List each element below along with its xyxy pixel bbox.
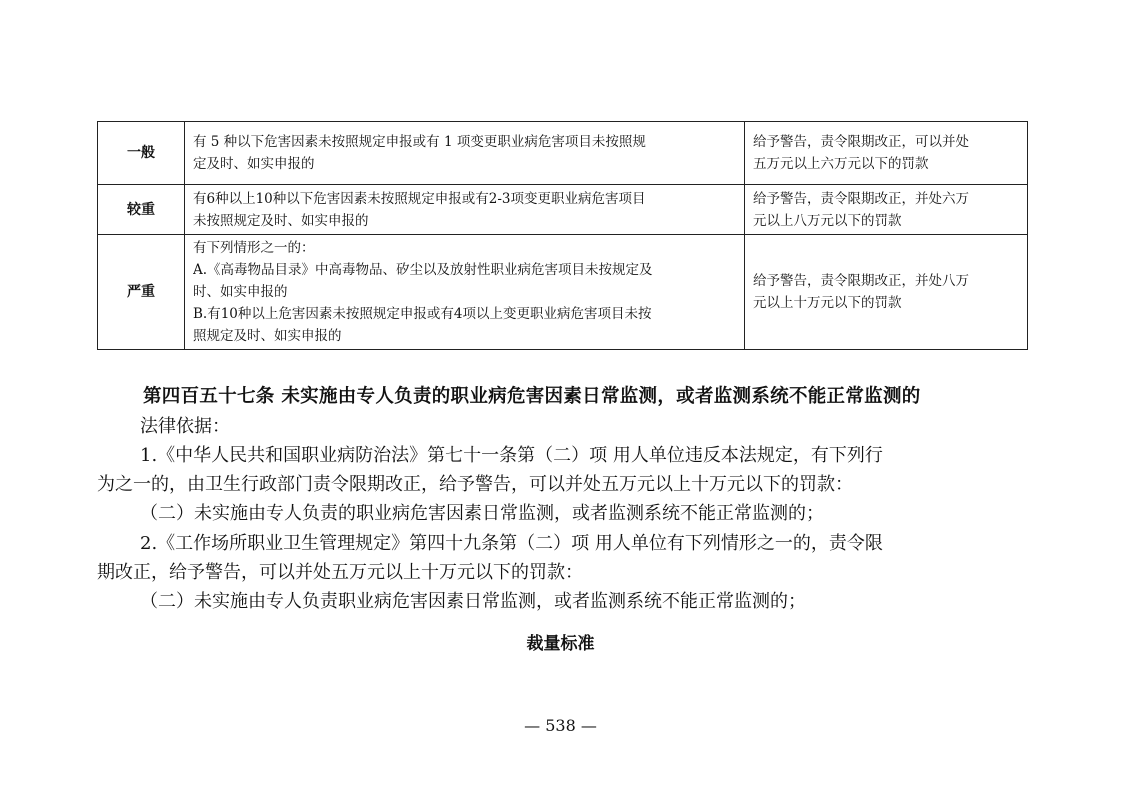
severity-level-cell: 严重 bbox=[98, 235, 185, 350]
penalty-line: 给予警告，责令限期改正，并处六万 bbox=[753, 190, 969, 207]
violation-condition-cell bbox=[185, 122, 745, 185]
condition-line: 定及时、如实申报的 bbox=[193, 156, 315, 172]
clause-2-line-2: 期改正，给予警告，可以并处五万元以上十万元以下的罚款： bbox=[97, 562, 583, 583]
condition-line: 有 5 种以下危害因素未按照规定申报或有 1 项变更职业病危害项目未按照规 bbox=[193, 134, 646, 150]
condition-line: 有下列情形之一的： bbox=[193, 240, 315, 256]
penalty-line: 元以上十万元以下的罚款 bbox=[753, 295, 902, 311]
condition-line: 时、如实申报的 bbox=[193, 284, 288, 300]
violation-condition-cell bbox=[185, 235, 745, 350]
article-title: 第四百五十七条 未实施由专人负责的职业病危害因素日常监测，或者监测系统不能正常监测的 bbox=[143, 386, 921, 407]
legal-basis-label: 法律依据： bbox=[140, 416, 230, 437]
penalty-cell bbox=[745, 185, 1028, 235]
severity-level-cell: 较重 bbox=[98, 185, 185, 235]
table-row-serious bbox=[98, 185, 1028, 235]
condition-line: A.《高毒物品目录》中高毒物品、矽尘以及放射性职业病危害项目未按规定及 bbox=[193, 262, 653, 278]
clause-2-item: （二）未实施由专人负责职业病危害因素日常监测，或者监测系统不能正常监测的； bbox=[140, 591, 806, 612]
table-row-general bbox=[98, 122, 1028, 185]
severity-level-cell: 一般 bbox=[98, 122, 185, 185]
page-number: — 538 — bbox=[524, 716, 597, 735]
penalty-discretion-table bbox=[97, 121, 1028, 350]
condition-line: 照规定及时、如实申报的 bbox=[193, 328, 342, 344]
section-heading: 裁量标准 bbox=[526, 634, 595, 654]
clause-1-line-1: 1.《中华人民共和国职业病防治法》第七十一条第（二）项 用人单位违反本法规定，有下列行 bbox=[140, 445, 883, 466]
penalty-line: 给予警告，责令限期改正，可以并处 bbox=[753, 134, 969, 150]
condition-line: 有6种以上10种以下危害因素未按照规定申报或有2-3项变更职业病危害项目 bbox=[193, 190, 646, 207]
table-row-severe bbox=[98, 235, 1028, 350]
clause-1-item: （二）未实施由专人负责的职业病危害因素日常监测，或者监测系统不能正常监测的； bbox=[140, 503, 824, 524]
penalty-line: 给予警告，责令限期改正，并处八万 bbox=[753, 273, 969, 289]
penalty-line: 五万元以上六万元以下的罚款 bbox=[753, 156, 929, 172]
condition-line: 未按照规定及时、如实申报的 bbox=[193, 212, 369, 229]
clause-1-line-2: 为之一的，由卫生行政部门责令限期改正，给予警告，可以并处五万元以上十万元以下的罚款： bbox=[97, 474, 853, 495]
penalty-cell bbox=[745, 122, 1028, 185]
penalty-cell bbox=[745, 235, 1028, 350]
condition-line: B.有10种以上危害因素未按照规定申报或有4项以上变更职业病危害项目未按 bbox=[193, 306, 652, 322]
clause-2-line-1: 2.《工作场所职业卫生管理规定》第四十九条第（二）项 用人单位有下列情形之一的，责令限 bbox=[140, 533, 883, 554]
penalty-line: 元以上八万元以下的罚款 bbox=[753, 212, 902, 229]
violation-condition-cell bbox=[185, 185, 745, 235]
